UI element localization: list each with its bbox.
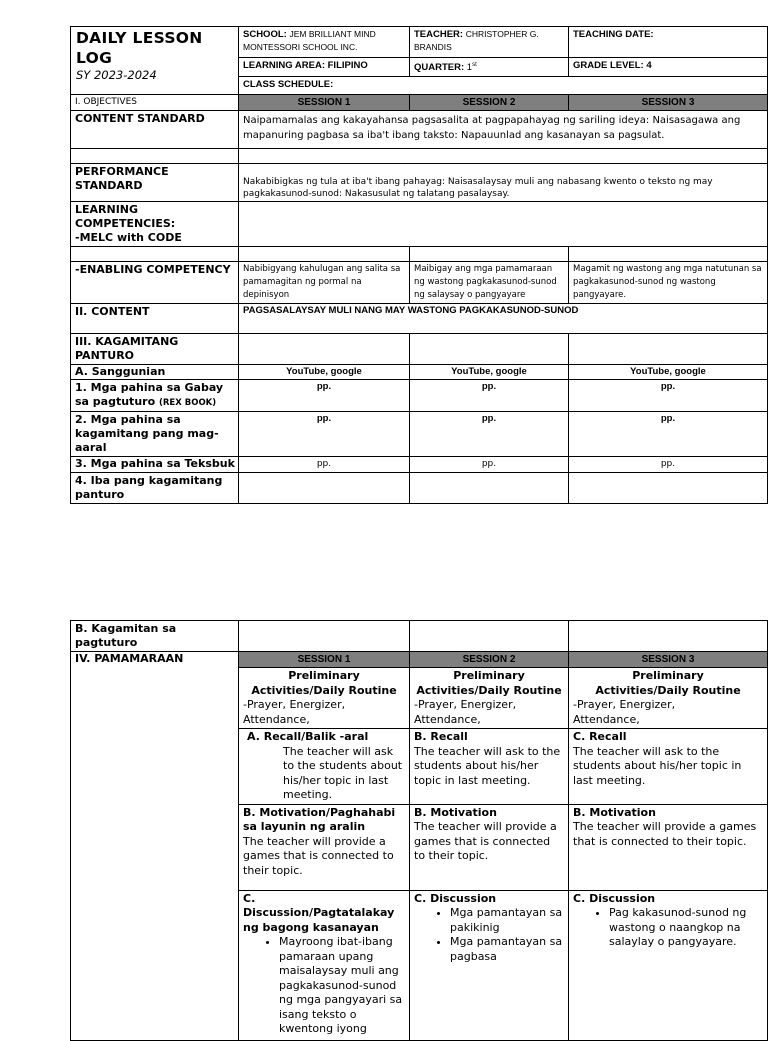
sanggunian-session-1: YouTube, google [239, 365, 410, 380]
blank-cell [569, 247, 768, 262]
session-1-header: SESSION 1 [239, 95, 410, 111]
blank-cell [239, 247, 410, 262]
enabling-competency-label: -ENABLING COMPETENCY [71, 262, 239, 304]
blank-cell [410, 473, 569, 504]
enabling-competency-session-3: Magamit ng wastong ang mga natutunan sa pagkakasunod-sunod ng wastong pangyayare. [569, 262, 768, 304]
lesson-log-table-1 [70, 26, 768, 504]
session-1-header-2: SESSION 1 [239, 652, 410, 668]
prelim-session-1 [239, 668, 410, 729]
kagamitan-sa-pagtuturo-line1: B. Kagamitan sa [75, 622, 177, 635]
kagamitan-mag-aaral-line1: 2. Mga pahina sa [75, 413, 181, 426]
recall-text-2: The teacher will ask to the students about his/her topic in last meeting. [414, 744, 561, 787]
prelim-title-3: Preliminary [632, 669, 704, 682]
kagamitang-panturo-line2: PANTURO [75, 349, 135, 362]
objectives-label: I. OBJECTIVES [71, 95, 239, 111]
enabling-competency-session-2: Maibigay ang mga pamamaraan ng wastong pagkakasunod-sunod ng salaysay o pangyayare [410, 262, 569, 304]
gabay-line2 [75, 395, 234, 410]
page-title-line2: LOG [76, 49, 113, 67]
prelim-session-3 [569, 668, 768, 729]
blank-cell [410, 247, 569, 262]
discussion-list-3 [573, 906, 763, 950]
recall-text-1: The teacher will ask to the students about his/her topic in last meeting. [283, 744, 403, 801]
motivation-text-1: The teacher will provide a games that is connected to their topic. [243, 834, 394, 877]
gabay-line1: 1. Mga pahina sa Gabay [75, 381, 224, 394]
school-cell [239, 27, 410, 58]
blank-cell [410, 334, 569, 365]
blank-cell [569, 621, 768, 652]
school-label: SCHOOL: [243, 29, 287, 40]
blank-cell [569, 334, 768, 365]
motivation-session-2 [410, 804, 569, 890]
prelim-session-2 [410, 668, 569, 729]
session-3-header: SESSION 3 [569, 95, 768, 111]
performance-standard-value: Nakabibigkas ng tula at iba't ibang pahayag: Naisasalaysay muli ang nabasang kwento o teksto ng may pagkakasunod-sunod: Nakasusulat ng talatang pasalaysay. [239, 164, 768, 202]
lesson-log-table-2 [70, 620, 768, 1041]
sanggunian-session-2: YouTube, google [410, 365, 569, 380]
content-standard-value: Naipamamalas ang kakayahansa pagsasalita at pagpapahayag ng sariling ideya: Naisasagawa ang mapanuring pagbasa sa iba't ibang taksto: Napauunlad ang kasanayan sa pagsulat. [239, 111, 768, 149]
performance-standard-label [71, 164, 239, 202]
iba-pang-kagamitan-line2: panturo [75, 488, 125, 501]
learning-area-value: FILIPINO [327, 60, 368, 71]
teacher-cell [410, 27, 569, 58]
kagamitan-pp-3: pp. [569, 412, 768, 457]
gabay-pp-2: pp. [410, 380, 569, 412]
motivation-session-3 [569, 804, 768, 890]
recall-text-3: The teacher will ask to the students about his/her topic in last meeting. [573, 744, 742, 787]
teksbuk-pp-1: pp. [239, 457, 410, 473]
iba-pang-kagamitan-line1: 4. Iba pang kagamitang [75, 474, 223, 487]
enabling-competency-session-1: Nabibigyang kahulugan ang salita sa pamamagitan ng pormal na depinisyon [239, 262, 410, 304]
discussion-title-3: C. Discussion [573, 891, 656, 905]
discussion-bullet-3: • Pag kakasunod-sunod ng wastong o naangkop na salaylay o pangyayare. [609, 906, 763, 950]
prelim-prayer-3: -Prayer, Energizer, [573, 698, 676, 711]
grade-level-label: GRADE LEVEL: [573, 60, 644, 71]
session-2-header-2: SESSION 2 [410, 652, 569, 668]
learning-competencies-value [239, 202, 768, 247]
recall-title-2: B. Recall [414, 730, 468, 743]
kagamitan-mag-aaral-line2: kagamitang pang mag- [75, 427, 219, 440]
gabay-line2-text: sa pagtuturo [75, 395, 156, 408]
kagamitan-sa-pagtuturo-label [71, 621, 239, 652]
kagamitang-panturo-line1: III. KAGAMITANG [75, 335, 179, 348]
sanggunian-session-3: YouTube, google [569, 365, 768, 380]
gabay-pp-1: pp. [239, 380, 410, 412]
blank-cell [71, 247, 239, 262]
recall-title-3: C. Recall [573, 730, 627, 743]
teacher-value: CHRISTOPHER G. BRANDIS [414, 29, 539, 52]
content-label: II. CONTENT [71, 304, 239, 334]
prelim-title-3b: Activities/Daily Routine [595, 683, 741, 697]
rex-book-note: (REX BOOK) [158, 398, 217, 408]
learning-area-label: LEARNING AREA: [243, 60, 325, 71]
title-cell [71, 27, 239, 95]
motivation-title-3: B. Motivation [573, 805, 656, 819]
motivation-title-2: B. Motivation [414, 805, 497, 819]
blank-cell [569, 473, 768, 504]
teksbuk-pp-2: pp. [410, 457, 569, 473]
teaching-date-cell [569, 27, 768, 58]
learning-competencies-line2: COMPETENCIES: [75, 217, 176, 230]
gabay-label [71, 380, 239, 412]
school-year: SY 2023-2024 [76, 68, 157, 82]
prelim-title-1b: Activities/Daily Routine [251, 683, 397, 697]
recall-title-1: A. Recall/Balik -aral [247, 730, 369, 743]
learning-competencies-line1: LEARNING [75, 203, 139, 216]
prelim-attendance-2: Attendance, [414, 712, 481, 726]
kagamitan-mag-aaral-line3: aaral [75, 441, 107, 454]
discussion-title-1: C. Discussion/Pagtatalakay ng bagong kasanayan [243, 891, 395, 934]
kagamitang-panturo-label [71, 334, 239, 365]
quarter-label: QUARTER: [414, 62, 465, 74]
blank-cell [410, 621, 569, 652]
quarter-sup: st [472, 62, 477, 68]
teacher-label: TEACHER: [414, 29, 464, 40]
prelim-title-2b: Activities/Daily Routine [416, 683, 562, 697]
pamamaraan-label [71, 652, 239, 1041]
kagamitan-pp-2: pp. [410, 412, 569, 457]
school-value: JEM BRILLIANT MIND MONTESSORI SCHOOL INC. [243, 29, 376, 52]
discussion-list-2 [414, 906, 564, 964]
learning-competencies-line3: -MELC with CODE [75, 231, 182, 244]
motivation-session-1 [239, 804, 410, 890]
grade-level-value: 4 [646, 60, 652, 71]
motivation-text-2: The teacher will provide a games that is connected to their topic. [414, 820, 557, 862]
recall-session-3 [569, 729, 768, 805]
pamamaraan-text: IV. PAMAMARAAN [75, 652, 184, 665]
quarter-cell [410, 58, 569, 77]
recall-session-1 [239, 729, 410, 805]
kagamitan-mag-aaral-label [71, 412, 239, 457]
prelim-title-1: Preliminary [288, 669, 360, 682]
blank-cell [239, 473, 410, 504]
content-standard-label: CONTENT STANDARD [71, 111, 239, 149]
kagamitan-sa-pagtuturo-line2: pagtuturo [75, 636, 138, 649]
discussion-bullet-1: • Mayroong ibat-ibang pamaraan upang maisalaysay muli ang pagkakasunod-sunod ng mga pangyayari sa isang teksto o kwentong iyong [279, 935, 405, 1037]
discussion-list-1 [243, 935, 405, 1037]
teksbuk-label: 3. Mga pahina sa Teksbuk [71, 457, 239, 473]
gabay-pp-3: pp. [569, 380, 768, 412]
blank-cell [239, 621, 410, 652]
content-value: PAGSASALAYSAY MULI NANG MAY WASTONG PAGKAKASUNOD-SUNOD [239, 304, 768, 334]
page-title: DAILY LESSON [76, 29, 203, 47]
prelim-prayer-2: -Prayer, Energizer, [414, 698, 517, 711]
prelim-title-2: Preliminary [453, 669, 525, 682]
learning-competencies-label [71, 202, 239, 247]
motivation-text-3: The teacher will provide a games that is connected to their topic. [573, 820, 757, 848]
learning-area-cell [239, 58, 410, 77]
discussion-title-2: C. Discussion [414, 891, 497, 905]
blank-cell [239, 149, 768, 164]
class-schedule-label: CLASS SCHEDULE: [243, 79, 334, 90]
iba-pang-kagamitan-label [71, 473, 239, 504]
teaching-date-label: TEACHING DATE: [573, 29, 654, 40]
performance-standard-line1: PERFORMANCE [75, 165, 169, 178]
prelim-attendance-3: Attendance, [573, 712, 640, 726]
blank-cell [71, 149, 239, 164]
session-2-header: SESSION 2 [410, 95, 569, 111]
session-3-header-2: SESSION 3 [569, 652, 768, 668]
motivation-title-1: B. Motivation/Paghahabi sa layunin ng aralin [243, 805, 396, 833]
discussion-session-3 [569, 890, 768, 1040]
discussion-session-2 [410, 890, 569, 1040]
blank-cell [239, 334, 410, 365]
discussion-bullet-2a: • Mga pamantayan sa pakikinig [450, 906, 564, 935]
teksbuk-pp-3: pp. [569, 457, 768, 473]
recall-session-2 [410, 729, 569, 805]
kagamitan-pp-1: pp. [239, 412, 410, 457]
discussion-session-1 [239, 890, 410, 1040]
prelim-prayer-1: -Prayer, Energizer, [243, 698, 346, 711]
sanggunian-label: A. Sanggunian [71, 365, 239, 380]
quarter-value: 1 [466, 62, 473, 74]
discussion-bullet-2b: • Mga pamantayan sa pagbasa [450, 935, 564, 964]
performance-standard-line2: STANDARD [75, 179, 143, 192]
class-schedule-cell [239, 77, 768, 95]
grade-level-cell [569, 58, 768, 77]
prelim-attendance-1: Attendance, [243, 712, 310, 726]
